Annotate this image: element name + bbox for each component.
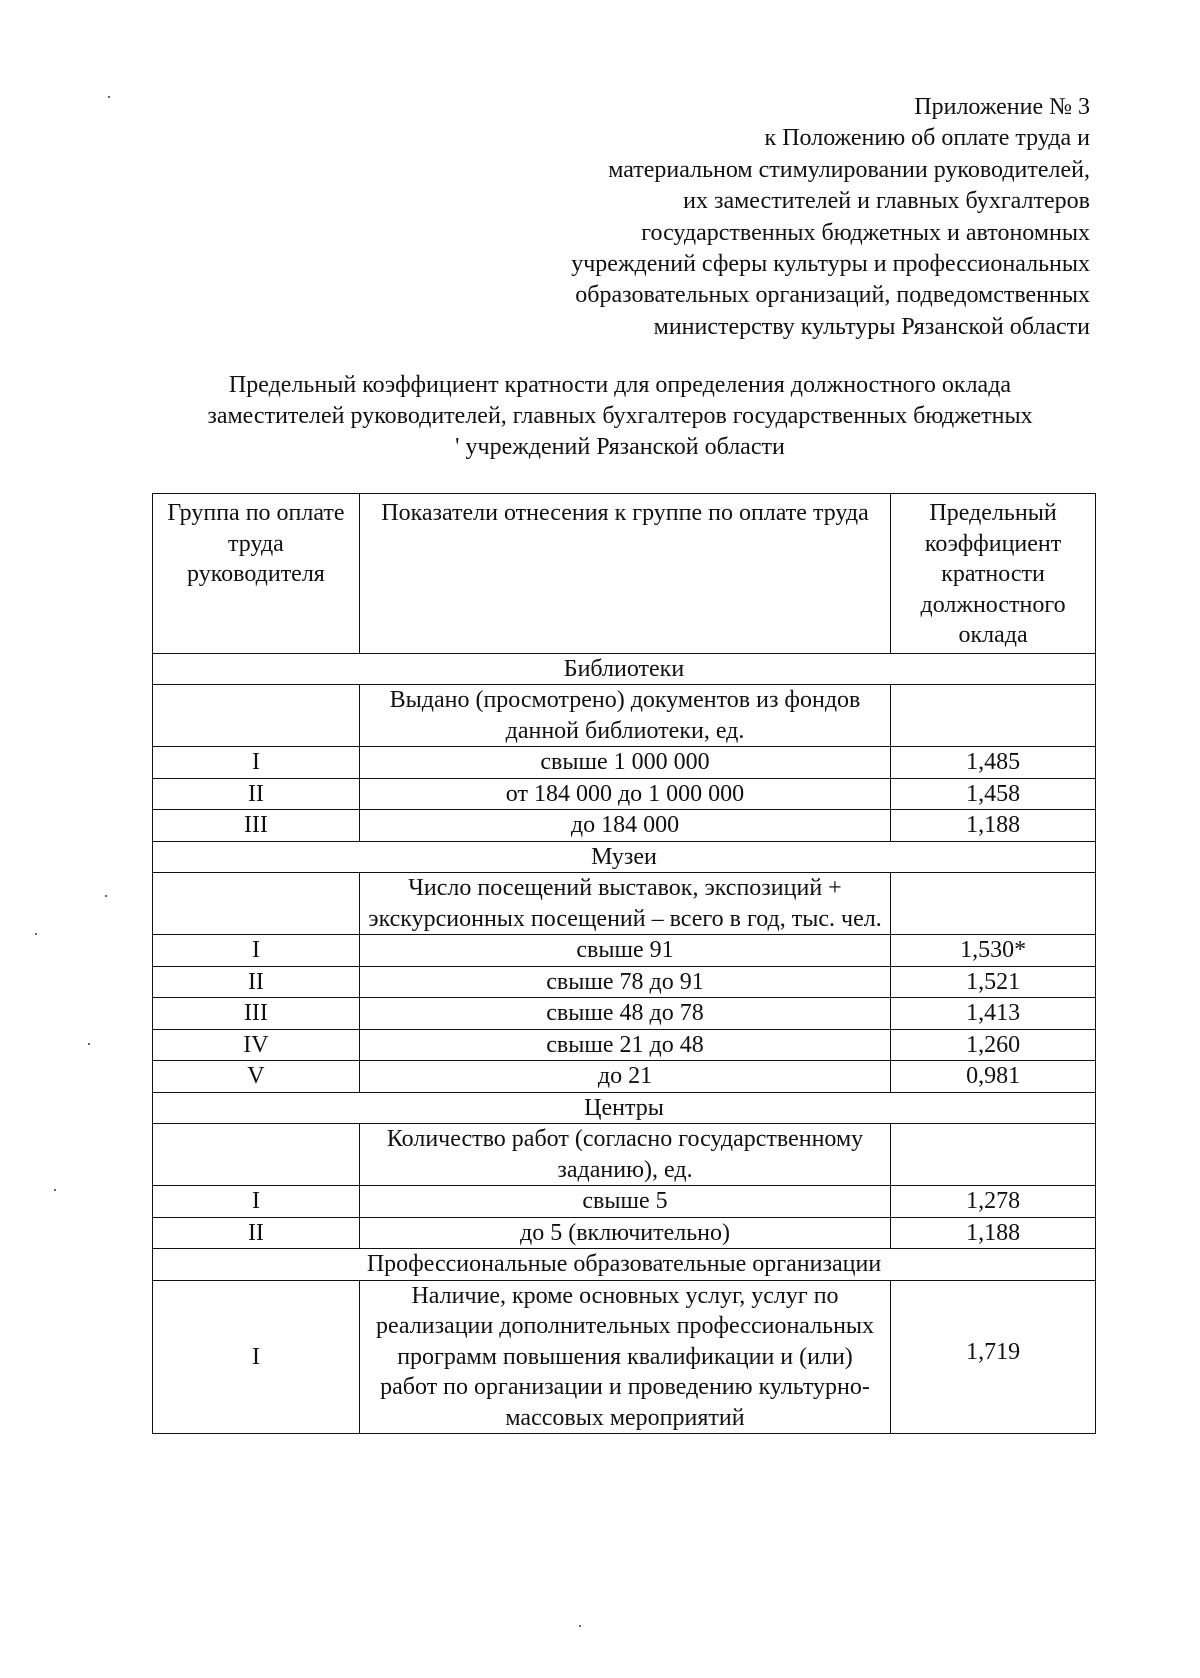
- table-row: [153, 747, 1096, 779]
- indicator-cell: Количество работ (согласно государственному заданию), ед.: [359, 1124, 890, 1186]
- empty-cell: [891, 685, 1096, 747]
- criterion-cell: Наличие, кроме основных услуг, услуг по реализации дополнительных профессиональных программ повышения квалификации и (или) работ по организации и проведению культурно-массовых мероприятий: [359, 1280, 890, 1434]
- appendix-line: их заместителей и главных бухгалтеров: [683, 188, 1090, 215]
- criterion-cell: до 5 (включительно): [359, 1217, 890, 1249]
- section-title: Профессиональные образовательные организации: [153, 1249, 1096, 1281]
- section-row-education: [153, 1249, 1096, 1281]
- appendix-line: учреждений сферы культуры и профессиональных: [571, 251, 1090, 278]
- appendix-line: государственных бюджетных и автономных: [641, 219, 1090, 246]
- group-cell: I: [153, 1280, 360, 1434]
- scan-speck: [88, 1043, 90, 1045]
- header-indicator: Показатели отнесения к группе по оплате труда: [359, 494, 890, 654]
- coefficient-table: [152, 493, 1096, 1434]
- title-line: ' учреждений Рязанской области: [455, 434, 785, 460]
- table-row: [153, 1061, 1096, 1093]
- criterion-cell: свыше 1 000 000: [359, 747, 890, 779]
- coefficient-cell: 1,413: [891, 998, 1096, 1030]
- appendix-line: материальном стимулировании руководителей,: [608, 156, 1090, 183]
- section-row-centers: [153, 1092, 1096, 1124]
- document-title: [145, 370, 1095, 463]
- section-row-museums: [153, 841, 1096, 873]
- indicator-cell: Число посещений выставок, экспозиций + экскурсионных посещений – всего в год, тыс. чел.: [359, 873, 890, 935]
- table-row: [153, 998, 1096, 1030]
- criterion-cell: свыше 91: [359, 935, 890, 967]
- group-cell: II: [153, 778, 360, 810]
- table-header-row: [153, 494, 1096, 654]
- group-cell: II: [153, 966, 360, 998]
- table-row: [153, 966, 1096, 998]
- empty-cell: [891, 1124, 1096, 1186]
- group-cell: I: [153, 747, 360, 779]
- criterion-cell: до 21: [359, 1061, 890, 1093]
- empty-cell: [153, 685, 360, 747]
- group-cell: III: [153, 810, 360, 842]
- indicator-cell: Выдано (просмотрено) документов из фондов данной библиотеки, ед.: [359, 685, 890, 747]
- coefficient-cell: 1,458: [891, 778, 1096, 810]
- criterion-cell: свыше 21 до 48: [359, 1029, 890, 1061]
- table-row: [153, 778, 1096, 810]
- section-title: Библиотеки: [153, 653, 1096, 685]
- table-row: [153, 810, 1096, 842]
- appendix-line: министерству культуры Рязанской области: [653, 313, 1090, 340]
- header-coefficient: Предельный коэффициент кратности должностного оклада: [891, 494, 1096, 654]
- title-line: Предельный коэффициент кратности для определения должностного оклада: [228, 372, 1012, 398]
- coefficient-cell: 1,485: [891, 747, 1096, 779]
- scan-speck: [105, 895, 107, 897]
- group-cell: I: [153, 935, 360, 967]
- appendix-line: Приложение № 3: [914, 94, 1090, 120]
- header-group: Группа по оплате труда руководителя: [153, 494, 360, 654]
- table-row: [153, 1280, 1096, 1434]
- section-title: Музеи: [153, 841, 1096, 873]
- criterion-cell: свыше 48 до 78: [359, 998, 890, 1030]
- table-row: [153, 1186, 1096, 1218]
- empty-cell: [891, 873, 1096, 935]
- scan-speck: [54, 1189, 56, 1191]
- coefficient-cell: 1,278: [891, 1186, 1096, 1218]
- group-cell: I: [153, 1186, 360, 1218]
- group-cell: II: [153, 1217, 360, 1249]
- indicator-row: [153, 685, 1096, 747]
- table-row: [153, 1217, 1096, 1249]
- group-cell: III: [153, 998, 360, 1030]
- section-row-libraries: [153, 653, 1096, 685]
- scan-speck: [108, 96, 110, 98]
- empty-cell: [153, 873, 360, 935]
- title-line: заместителей руководителей, главных бухгалтеров государственных бюджетных: [207, 403, 1033, 429]
- coefficient-cell: 1,719: [891, 1280, 1096, 1434]
- section-title: Центры: [153, 1092, 1096, 1124]
- coefficient-cell: 1,188: [891, 1217, 1096, 1249]
- scan-speck: [35, 933, 37, 935]
- coefficient-cell: 0,981: [891, 1061, 1096, 1093]
- indicator-row: [153, 873, 1096, 935]
- table-row: [153, 935, 1096, 967]
- coefficient-cell: 1,260: [891, 1029, 1096, 1061]
- table-row: [153, 1029, 1096, 1061]
- coefficient-cell: 1,530*: [891, 935, 1096, 967]
- coefficient-cell: 1,521: [891, 966, 1096, 998]
- coefficient-cell: 1,188: [891, 810, 1096, 842]
- scan-speck: [579, 1625, 581, 1627]
- indicator-row: [153, 1124, 1096, 1186]
- appendix-heading: [571, 92, 1090, 343]
- empty-cell: [153, 1124, 360, 1186]
- criterion-cell: от 184 000 до 1 000 000: [359, 778, 890, 810]
- appendix-line: к Положению об оплате труда и: [764, 125, 1090, 152]
- group-cell: V: [153, 1061, 360, 1093]
- criterion-cell: до 184 000: [359, 810, 890, 842]
- appendix-line: образовательных организаций, подведомственных: [575, 282, 1090, 309]
- criterion-cell: свыше 5: [359, 1186, 890, 1218]
- group-cell: IV: [153, 1029, 360, 1061]
- criterion-cell: свыше 78 до 91: [359, 966, 890, 998]
